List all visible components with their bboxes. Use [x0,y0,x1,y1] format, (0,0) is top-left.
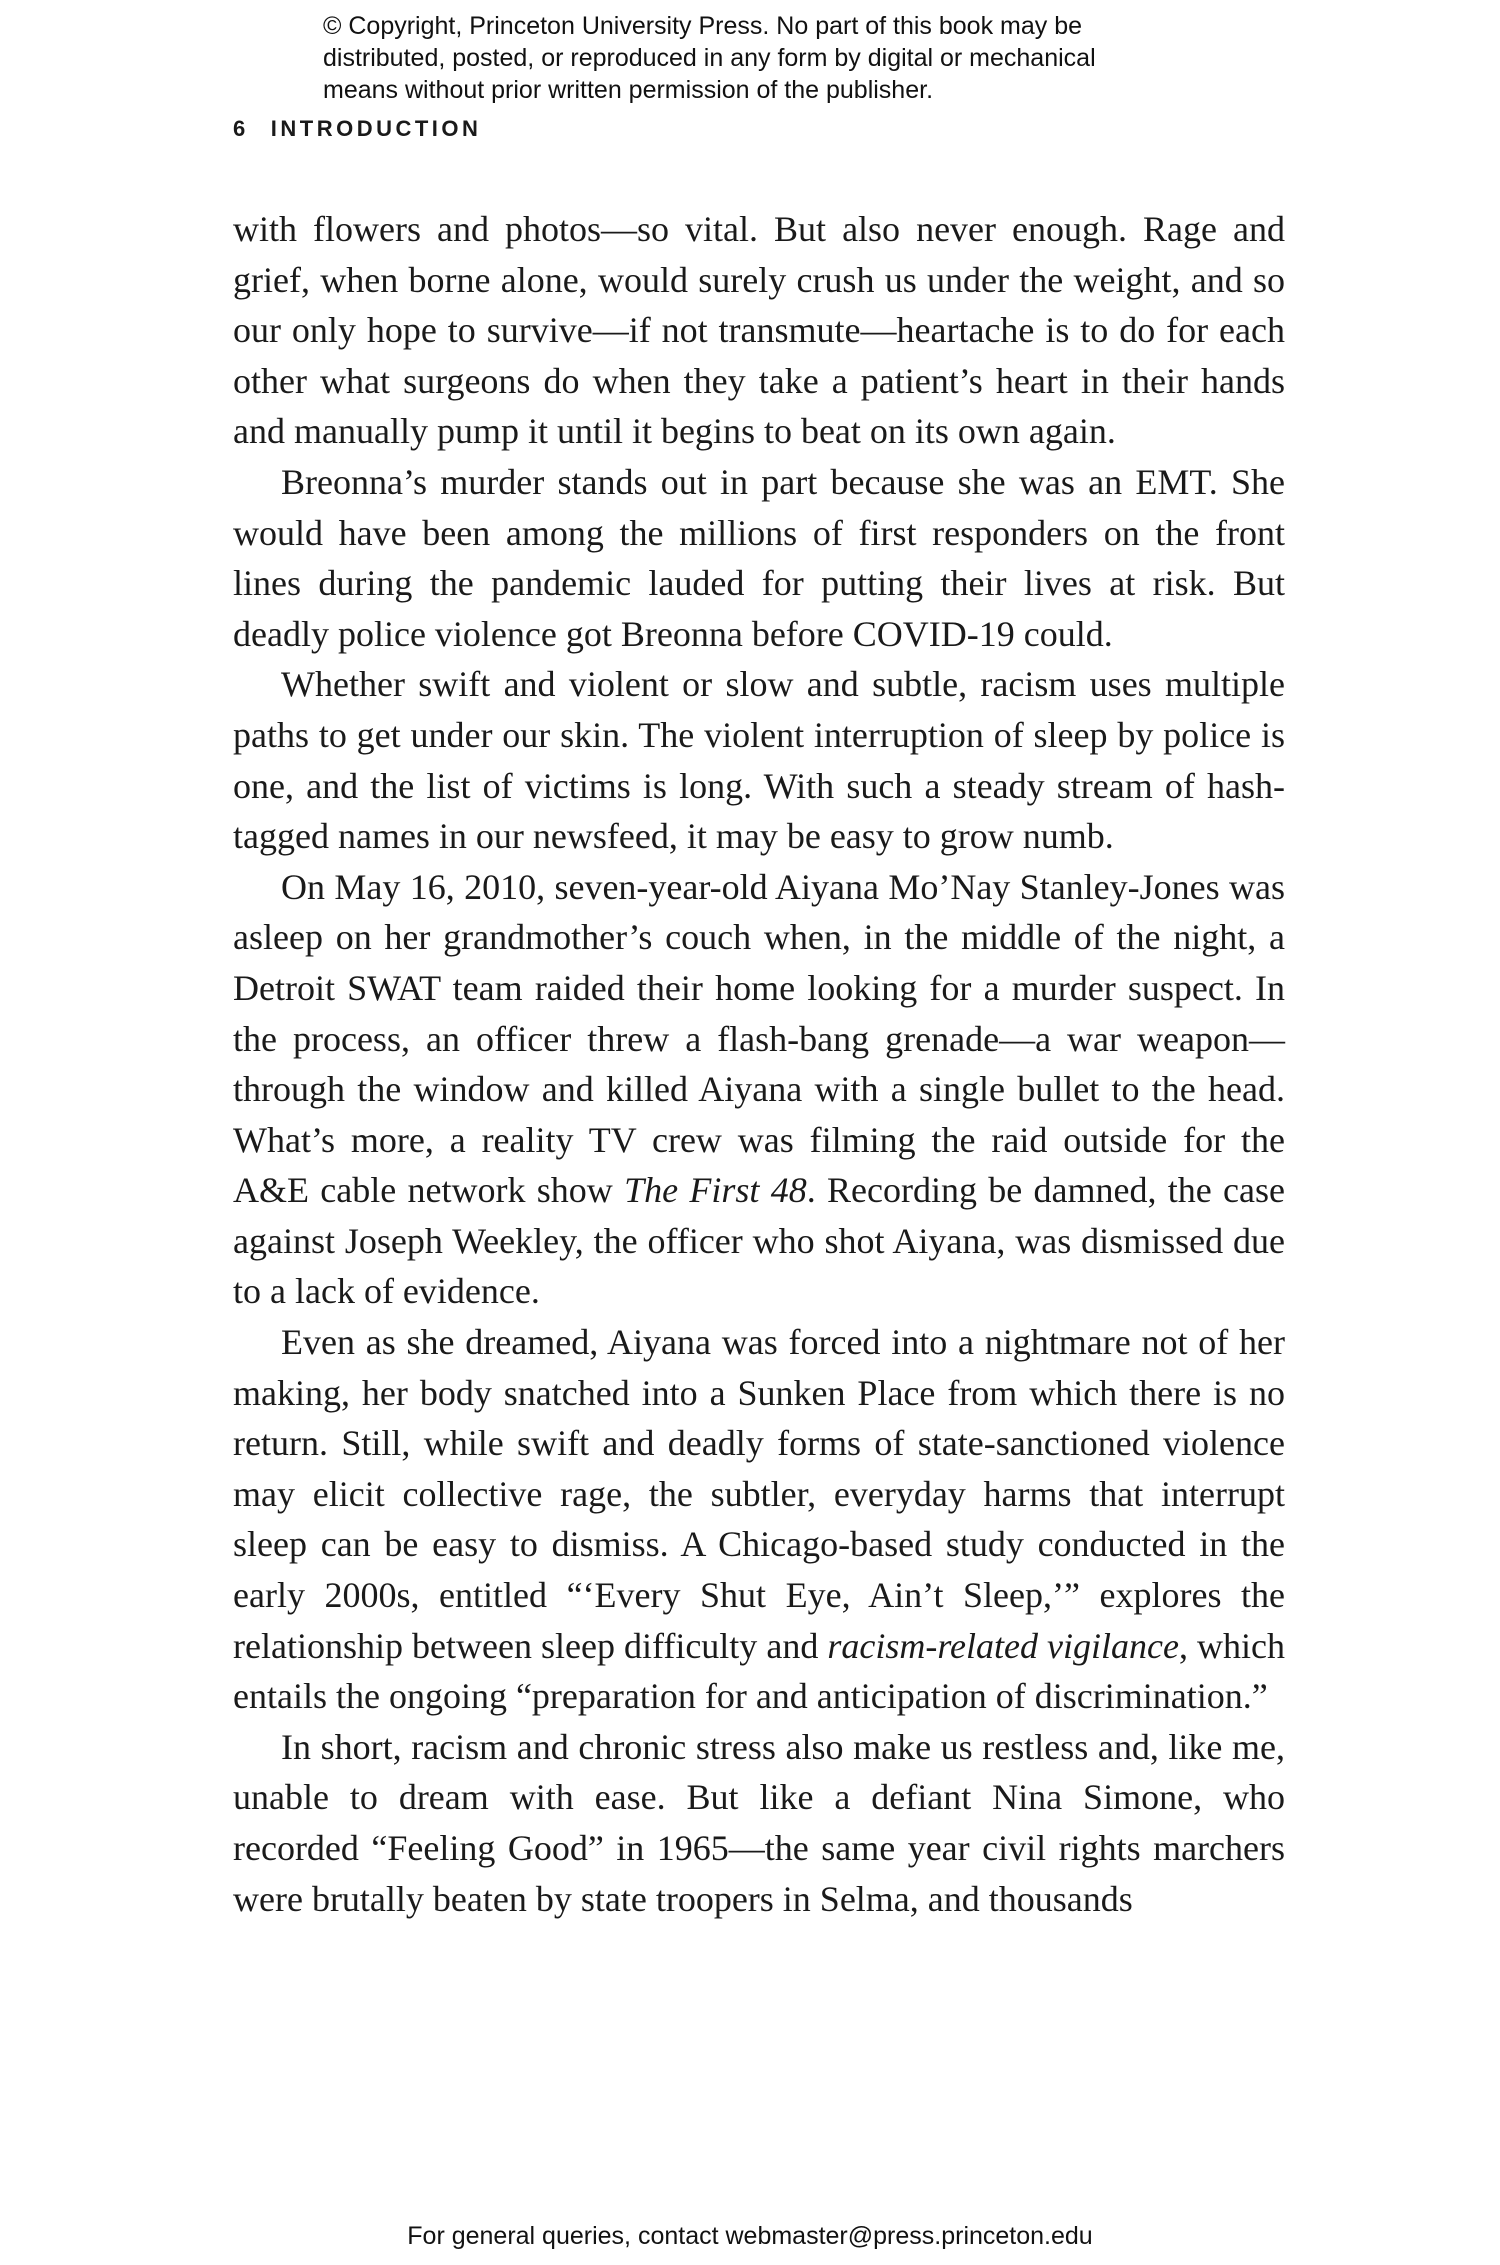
running-head [233,116,481,142]
paragraph-4 [233,862,1285,1317]
paragraph-1: with flowers and photos—so vital. But also never enough. Rage and grief, when borne alone, would surely crush us under the weight, and so our only hope to survive—if not transmute—heartache is to do for each other what surgeons do when they take a patient’s heart in their hands and manually pump it until it begins to beat on its own again. [233,209,1285,452]
paragraph-5-text-after: , which entails the ongoing “preparation for and anticipation of discrimination.” [233,1625,1285,1717]
paragraph-3: Whether swift and violent or slow and subtle, racism uses multiple paths to get under our skin. The violent interruption of sleep by police is one, and the list of victims is long. With such a steady stream of hash-tagged names in our newsfeed, it may be easy to grow numb. [233,664,1285,857]
term-italic: racism-related vigilance [827,1625,1179,1666]
section-title: INTRODUCTION [270,116,482,141]
copyright-notice: © Copyright, Princeton University Press. No part of this book may be distributed, posted, or reproduced in any form by digital or mechanical means without prior written permission of the publisher. [323,12,1096,104]
paragraph-6: In short, racism and chronic stress also make us restless and, like me, unable to dream with ease. But like a defiant Nina Simone, who recorded “Feeling Good” in 1965—the same year civil rights marchers were brutally beaten by state troopers in Selma, and thousands [233,1726,1285,1919]
paragraph-5 [233,1317,1285,1722]
show-title-italic: The First 48 [624,1170,807,1211]
body-text [233,204,1285,1924]
paragraph-4-text-before: On May 16, 2010, seven-year-old Aiyana Mo’Nay Stanley-Jones was asleep on her grandmother’s couch when, in the middle of the night, a Detroit SWAT team raided their home looking for a murder suspect. In the process, an officer threw a flash-bang grenade—a war weapon—through the window and killed Aiyana with a single bullet to the head. What’s more, a reality TV crew was filming the raid outside for the A&E cable network show [233,866,1285,1211]
paragraph-4-text-after: . Recording be damned, the case against Joseph Weekley, the officer who shot Aiyana, was dismissed due to a lack of evidence. [233,1170,1286,1312]
page-number: 6 [233,116,249,141]
paragraph-5-text-before: Even as she dreamed, Aiyana was forced into a nightmare not of her making, her body snatched into a Sunken Place from which there is no return. Still, while swift and deadly forms of state-sanctioned violence may elicit collective rage, the subtler, everyday harms that interrupt sleep can be easy to dismiss. A Chicago-based study conducted in the early 2000s, entitled “‘Every Shut Eye, Ain’t Sleep,’” explores the relationship between sleep difficulty and [233,1322,1285,1666]
footer-contact: For general queries, contact webmaster@press.princeton.edu [407,2222,1093,2250]
paragraph-2: Breonna’s murder stands out in part because she was an EMT. She would have been among the millions of first responders on the front lines during the pandemic lauded for putting their lives at risk. But deadly police violence got Breonna before COVID-19 could. [233,461,1285,654]
